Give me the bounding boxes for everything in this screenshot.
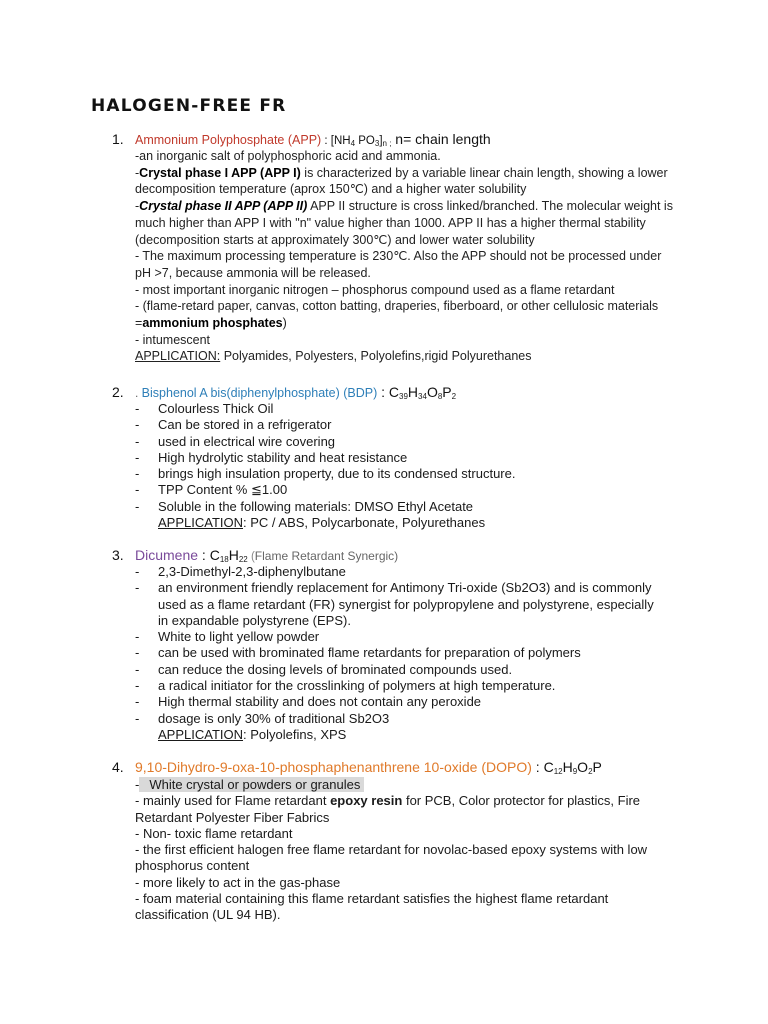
dopo-line: - mainly used for Flame retardant epoxy resin for PCB, Color protector for plastics, Fire Retardant Polyester Fiber Fabrics xyxy=(135,793,641,825)
list-item: - White to light yellow powder xyxy=(135,629,655,645)
dopo-highlight-line: - White crystal or powders or granules xyxy=(135,777,675,793)
list-item: - an environment friendly replacement for Antimony Tri-oxide (Sb2O3) and is commonly used as a flame retardant (FR) synergist for polypropylene and polystyrene, especially in expandable polystyrene (EPS). xyxy=(135,580,655,629)
section-number: 2. xyxy=(112,384,124,400)
app-line: - (flame-retard paper, canvas, cotton batting, draperies, fiberboard, or other cellulosic materials =ammonium phosphates) xyxy=(135,299,659,331)
app-line: - most important inorganic nitrogen – phosphorus compound used as a flame retardant xyxy=(135,282,615,297)
section-number: 3. xyxy=(112,547,124,563)
dopo-line: - the first efficient halogen free flame retardant for novolac-based epoxy systems with low phosphorus content xyxy=(135,842,648,874)
section-number: 4. xyxy=(112,759,124,775)
list-item: - Colourless Thick Oil xyxy=(135,401,655,417)
list-item: - Soluble in the following materials: DMSO Ethyl Acetate xyxy=(135,499,655,515)
app-line: - The maximum processing temperature is 230℃. Also the APP should not be processed under pH >7, because ammonia will be released. xyxy=(135,249,662,280)
dopo-line: - foam material containing this flame retardant satisfies the highest flame retardant classification (UL 94 HB). xyxy=(135,891,609,923)
section-heading: . Bisphenol A bis(diphenylphosphate) (BDP) : $C_{39}H_{34}O_8P_2$ xyxy=(135,384,457,401)
list-item: - High thermal stability and does not contain any peroxide xyxy=(135,694,655,710)
bdp-application: APPLICATION: PC / ABS, Polycarbonate, Polyurethanes xyxy=(158,515,486,531)
compound-name: Dicumene xyxy=(135,547,199,563)
list-item: - used in electrical wire covering xyxy=(135,434,655,450)
compound-name: Bisphenol A bis(diphenylphosphate) (BDP) xyxy=(141,386,378,400)
list-item: - can reduce the dosing levels of brominated compounds used. xyxy=(135,662,655,678)
app-description xyxy=(135,148,675,365)
list-item: - TPP Content % ≦1.00 xyxy=(135,482,655,498)
bdp-list xyxy=(135,401,655,531)
section-heading: 9,10-Dihydro-9-oxa-10-phosphaphenanthrene 10-oxide (DOPO) : $C_{12}H_9O_2P$ xyxy=(135,759,602,776)
list-item: - dosage is only 30% of traditional Sb2O3 xyxy=(135,711,655,727)
dopo-description xyxy=(135,777,675,924)
list-item: - 2,3-Dimethyl-2,3-diphenylbutane xyxy=(135,564,655,580)
list-item: - a radical initiator for the crosslinking of polymers at high temperature. xyxy=(135,678,655,694)
list-item: - can be used with brominated flame retardants for preparation of polymers xyxy=(135,645,655,661)
highlighted-text: White crystal or powders or granules xyxy=(139,777,364,792)
section-number: 1. xyxy=(112,131,124,147)
section-heading: Ammonium Polyphosphate (APP) : [$NH_4$ $PO_3]_{n ;}$ n= chain length xyxy=(135,131,491,148)
list-item: - brings high insulation property, due to its condensed structure. xyxy=(135,466,655,482)
app-application: APPLICATION: Polyamides, Polyesters, Polyolefins,rigid Polyurethanes xyxy=(135,349,532,364)
app-line: -Crystal phase I APP (APP I) is characterized by a variable linear chain length, showing a lower decomposition temperature (aprox 150℃) and a higher water solubility xyxy=(135,165,668,197)
app-line: -Crystal phase II APP (APP II) APP II structure is cross linked/branched. The molecular weight is much higher than APP I with "n" value higher than 1000. APP II has a higher thermal stability (decomposition starts at approximately 300℃) and lower water solubility xyxy=(135,199,673,247)
dopo-line: - Non- toxic flame retardant xyxy=(135,825,293,841)
list-item: - Can be stored in a refrigerator xyxy=(135,417,655,433)
compound-name: 9,10-Dihydro-9-oxa-10-phosphaphenanthrene 10-oxide (DOPO) xyxy=(135,759,532,775)
compound-name: Ammonium Polyphosphate (APP) xyxy=(135,133,322,147)
dicumene-application: APPLICATION: Polyolefins, XPS xyxy=(158,726,347,742)
section-heading: Dicumene : $C_{18}H_{22}$ (Flame Retardant Synergic) xyxy=(135,547,399,564)
app-line: - intumescent xyxy=(135,332,211,347)
app-line: -an inorganic salt of polyphosphoric acid and ammonia. xyxy=(135,149,441,163)
dicumene-list xyxy=(135,564,655,743)
page-title: HALOGEN-FREE FR xyxy=(91,96,287,116)
dopo-line: - more likely to act in the gas-phase xyxy=(135,874,341,890)
list-item: - High hydrolytic stability and heat resistance xyxy=(135,450,655,466)
